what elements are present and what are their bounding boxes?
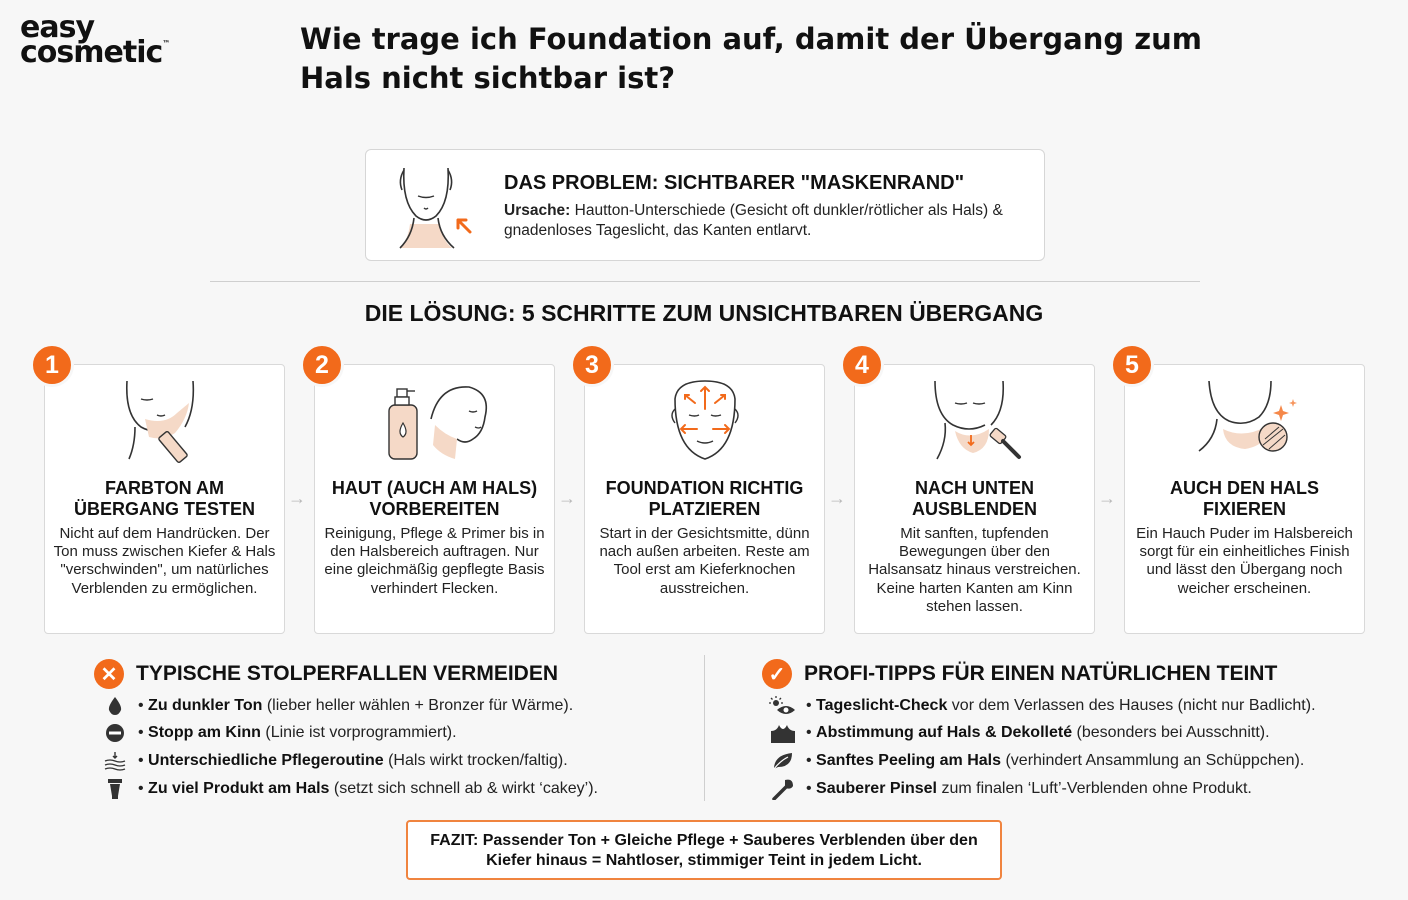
problem-title: DAS PROBLEM: SICHTBARER "MASKENRAND" [504, 172, 965, 194]
brand-line-1: easy [20, 10, 95, 45]
pitfall-bold-3: Unterschiedliche Pflegeroutine [148, 751, 384, 769]
brush-icon [766, 778, 800, 800]
pitfall-bold-2: Stopp am Kinn [148, 724, 261, 742]
pitfall-rest-4: (setzt sich schnell ab & wirkt ‘cakey’). [329, 779, 598, 797]
tip-item: • Tageslicht-Check vor dem Verlassen des Hauses (nicht nur Badlicht). [766, 692, 1316, 720]
tip-rest-4: zum finalen ‘Luft’-Verblenden ohne Produkt. [937, 779, 1252, 797]
step-card-4 [854, 364, 1095, 634]
section-divider [210, 281, 1200, 282]
step-text-5: Ein Hauch Puder im Halsbereich sorgt für ein einheitliches Finish und lässt den Übergang noch weicher erscheinen. [1136, 525, 1353, 597]
tip-bold-4: Sauberer Pinsel [816, 779, 937, 797]
tip-item: • Abstimmung auf Hals & Dekolleté (besonders bei Ausschnitt). [766, 720, 1316, 748]
face-neck-icon [390, 162, 490, 250]
tube-icon [98, 778, 132, 800]
blend-down-icon [915, 379, 1035, 465]
pitfall-bold-4: Zu viel Produkt am Hals [148, 779, 330, 797]
tip-bold-3: Sanftes Peeling am Hals [816, 751, 1002, 769]
pitfall-item: • Zu viel Produkt am Hals (setzt sich schnell ab & wirkt ‘cakey’). [98, 775, 598, 803]
pitfall-bold-1: Zu dunkler Ton [148, 696, 263, 714]
step-card-1 [44, 364, 285, 634]
tip-rest-1: vor dem Verlassen des Hauses (nicht nur Badlicht). [947, 696, 1316, 714]
tip-item: • Sanftes Peeling am Hals (verhindert Ansammlung an Schüppchen). [766, 747, 1316, 775]
drop-icon [98, 696, 132, 716]
fazit-box [406, 820, 1002, 880]
close-icon: ✕ [94, 659, 124, 689]
step-number-2: 2 [300, 343, 344, 387]
arrow-right-icon: → [558, 488, 576, 508]
tip-bold-2: Abstimmung auf Hals & Dekolleté [816, 724, 1073, 742]
tip-bold-1: Tageslicht-Check [816, 696, 948, 714]
step-card-3 [584, 364, 825, 634]
pitfalls-title: TYPISCHE STOLPERFALLEN VERMEIDEN [136, 662, 558, 685]
fazit-line-2: Kiefer hinaus = Nahtloser, stimmiger Teint in jedem Licht. [486, 852, 922, 869]
stop-icon [98, 723, 132, 743]
step-text-4: Mit sanften, tupfenden Bewegungen über den Halsansatz hinaus verstreichen. Keine harten Kanten am Kinn stehen lassen. [868, 525, 1081, 615]
arrow-right-icon: → [828, 488, 846, 508]
pitfall-item: • Unterschiedliche Pflegeroutine (Hals wirkt trocken/faltig). [98, 747, 598, 775]
problem-cause-text: Hautton-Unterschiede (Gesicht oft dunkler/rötlicher als Hals) & gnadenloses Tageslicht, das Kanten entlarvt. [504, 202, 1003, 239]
pitfall-rest-1: (lieber heller wählen + Bronzer für Wärme). [262, 696, 574, 714]
tip-item: • Sauberer Pinsel zum finalen ‘Luft’-Verblenden ohne Produkt. [766, 775, 1316, 803]
tips-title: PROFI-TIPPS FÜR EINEN NATÜRLICHEN TEINT [804, 662, 1278, 685]
tip-rest-2: (besonders bei Ausschnitt). [1072, 724, 1270, 742]
step-card-5 [1124, 364, 1365, 634]
pitfall-item: • Stopp am Kinn (Linie ist vorprogrammiert). [98, 720, 598, 748]
step-text-3: Start in der Gesichtsmitte, dünn nach außen arbeiten. Reste am Tool erst am Kieferknochen ausstreichen. [599, 525, 810, 597]
tips-heading [762, 659, 1277, 689]
page-title: Wie trage ich Foundation auf, damit der Übergang zum Hals nicht sichtbar ist? [300, 22, 1202, 95]
step-number-4: 4 [840, 343, 884, 387]
pitfall-item: • Zu dunkler Ton (lieber heller wählen + Bronzer für Wärme). [98, 692, 598, 720]
step-text-1: Nicht auf dem Handrücken. Der Ton muss zwischen Kiefer & Hals "verschwinden", um natürliches Verblenden zu ermöglichen. [53, 525, 276, 597]
step-title-3: FOUNDATION RICHTIG PLATZIEREN [605, 478, 804, 519]
problem-cause-label: Ursache: [504, 202, 571, 219]
column-divider [704, 655, 705, 801]
problem-box [365, 149, 1045, 261]
face-placement-icon [645, 379, 765, 465]
step-number-5: 5 [1110, 343, 1154, 387]
pitfalls-heading [94, 659, 558, 689]
sun-eye-icon [766, 696, 800, 716]
decollete-icon [766, 723, 800, 743]
fazit-line-1: FAZIT: Passender Ton + Gleiche Pflege + Sauberes Verblenden über den [430, 832, 978, 849]
brand-line-2: cosmetic [20, 34, 163, 70]
arrow-right-icon: → [288, 488, 306, 508]
step-title-5: AUCH DEN HALS FIXIEREN [1169, 478, 1319, 519]
pitfall-rest-3: (Hals wirkt trocken/faltig). [383, 751, 568, 769]
step-text-2: Reinigung, Pflege & Primer bis in den Halsbereich auftragen. Nur eine gleichmäßig gepflegte Basis verhindert Flecken. [324, 525, 545, 597]
tips-list [766, 692, 1316, 802]
step-card-2 [314, 364, 555, 634]
problem-text [504, 201, 1034, 241]
skin-layers-icon [98, 751, 132, 771]
pitfalls-list [98, 692, 598, 802]
brand-trademark: ™ [162, 38, 171, 48]
step-title-2: HAUT (AUCH AM HALS) VORBEREITEN [331, 478, 538, 519]
pitfall-rest-2: (Linie ist vorprogrammiert). [260, 724, 457, 742]
powder-fix-icon [1185, 379, 1305, 465]
arrow-right-icon: → [1098, 488, 1116, 508]
step-number-3: 3 [570, 343, 614, 387]
solution-title: DIE LÖSUNG: 5 SCHRITTE ZUM UNSICHTBAREN ÜBERGANG [364, 300, 1044, 326]
step-title-1: FARBTON AM ÜBERGANG TESTEN [73, 478, 255, 519]
tip-rest-3: (verhindert Ansammlung an Schüppchen). [1001, 751, 1305, 769]
brand-logo [20, 10, 171, 70]
step-title-4: NACH UNTEN AUSBLENDEN [911, 478, 1037, 519]
check-icon: ✓ [762, 659, 792, 689]
shade-test-icon [105, 379, 225, 465]
leaf-icon [766, 751, 800, 771]
step-number-1: 1 [30, 343, 74, 387]
skincare-prep-icon [375, 379, 495, 465]
